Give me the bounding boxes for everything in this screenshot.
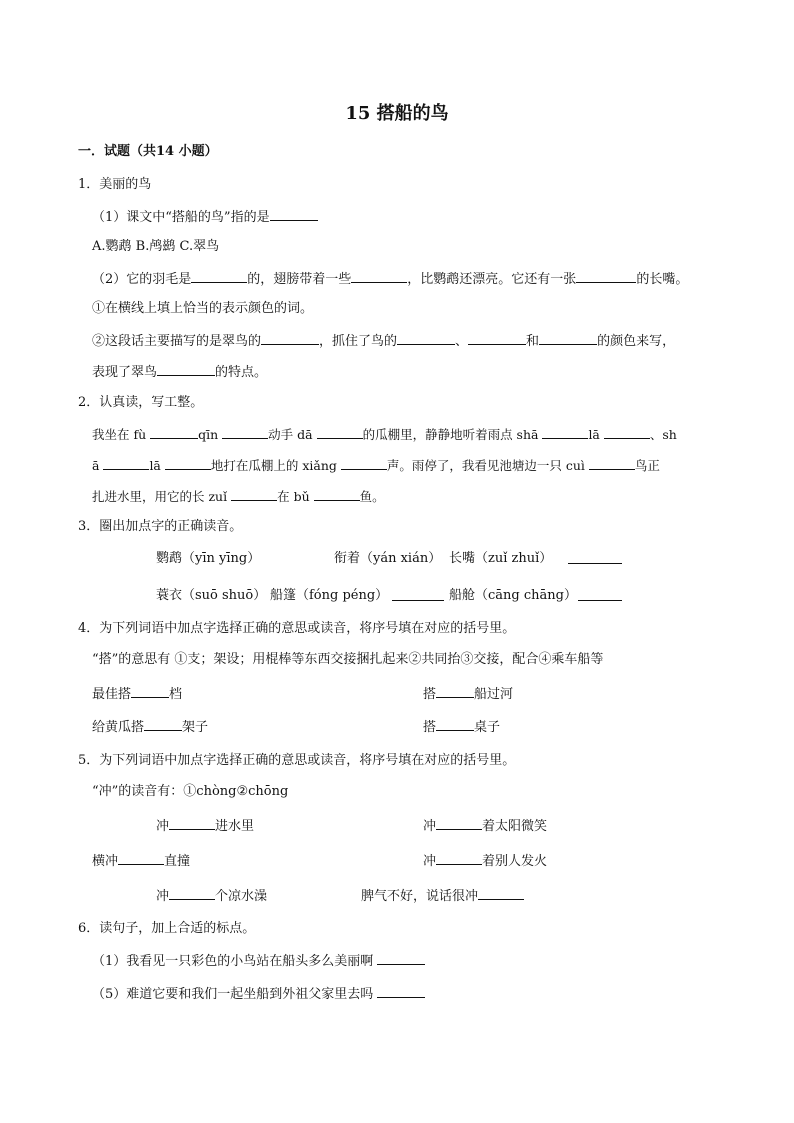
answer-blank[interactable] bbox=[604, 424, 650, 439]
text-segment: 着太阳微笑 bbox=[482, 819, 548, 834]
answer-blank[interactable] bbox=[191, 268, 247, 283]
question-5-heading: 5．为下列词语中加点字选择正确的意思或读音，将序号填在对应的括号里。 bbox=[78, 753, 516, 768]
question-1-instruction-2 bbox=[92, 330, 675, 352]
text-segment: 个凉水澡 bbox=[215, 889, 268, 904]
answer-blank[interactable] bbox=[314, 486, 360, 501]
answer-blank[interactable] bbox=[341, 455, 387, 470]
q6-sentence-1 bbox=[92, 950, 425, 972]
q3-item-suoyi: 蓑衣（suō shuō） bbox=[156, 588, 267, 603]
question-1-options: A.鹦鹉 B.鸬鹚 C.翠鸟 bbox=[92, 239, 220, 254]
text-segment: 冲 bbox=[156, 889, 170, 904]
text-segment: 我坐在 fù bbox=[92, 427, 151, 442]
text-segment: ，比鹦鹉还漂亮。它还有一张 bbox=[407, 272, 577, 287]
text-segment: 鱼。 bbox=[359, 489, 385, 504]
answer-blank[interactable] bbox=[144, 716, 182, 731]
text-segment: ā bbox=[92, 458, 104, 473]
text-segment: 表现了翠鸟 bbox=[92, 365, 158, 380]
q5-item-c bbox=[92, 850, 190, 872]
text-segment: （2）它的羽毛是 bbox=[92, 272, 192, 287]
q5-item-e bbox=[156, 885, 267, 907]
text-segment: 、sh bbox=[649, 427, 677, 442]
answer-blank[interactable] bbox=[568, 549, 622, 564]
question-1-instruction-1: ①在横线上填上恰当的表示颜色的词。 bbox=[92, 301, 314, 316]
answer-blank[interactable] bbox=[578, 586, 622, 601]
q3-answer-blank[interactable] bbox=[568, 549, 622, 571]
answer-blank[interactable] bbox=[270, 206, 318, 221]
text-segment: 档 bbox=[169, 687, 183, 702]
q5-item-d bbox=[423, 850, 547, 872]
answer-blank[interactable] bbox=[351, 268, 407, 283]
text-segment: 地打在瓜棚上的 xiǎng bbox=[210, 458, 341, 473]
answer-blank[interactable] bbox=[436, 683, 474, 698]
question-1-heading: 1．美丽的鸟 bbox=[78, 177, 152, 192]
text-segment: 船过河 bbox=[474, 687, 514, 702]
answer-blank[interactable] bbox=[150, 424, 198, 439]
answer-blank[interactable] bbox=[397, 330, 455, 345]
text-segment: 、 bbox=[455, 334, 469, 349]
q5-sound-line: “冲”的读音有：①chòng②chōng bbox=[92, 784, 289, 799]
answer-blank[interactable] bbox=[377, 950, 425, 965]
answer-blank[interactable] bbox=[103, 455, 149, 470]
question-6-heading: 6．读句子，加上合适的标点。 bbox=[78, 921, 256, 936]
q1-part1-text: （1）课文中“搭船的鸟”指的是 bbox=[92, 210, 270, 225]
text-segment: lā bbox=[149, 458, 165, 473]
text-segment: 横冲 bbox=[92, 854, 119, 869]
answer-blank[interactable] bbox=[478, 885, 524, 900]
answer-blank[interactable] bbox=[539, 330, 597, 345]
text-segment: 桌子 bbox=[474, 720, 501, 735]
text-segment: 架子 bbox=[182, 720, 209, 735]
answer-blank[interactable] bbox=[165, 455, 211, 470]
text-segment: 的特点。 bbox=[215, 365, 268, 380]
answer-blank[interactable] bbox=[131, 683, 169, 698]
q4-meaning-line: “搭”的意思有 ①支；架设；用棍棒等东西交接捆扎起来②共同抬③交接，配合④乘车船等 bbox=[92, 652, 604, 667]
answer-blank[interactable] bbox=[222, 424, 268, 439]
text-segment: 冲 bbox=[423, 819, 437, 834]
q5-item-f bbox=[361, 885, 524, 907]
answer-blank[interactable] bbox=[589, 455, 635, 470]
text-segment: （5）难道它要和我们一起坐船到外祖父家里去吗 bbox=[92, 987, 374, 1002]
q3-answer-blank[interactable] bbox=[392, 586, 444, 608]
question-1-part-2 bbox=[92, 268, 688, 290]
question-2-heading: 2．认真读，写工整。 bbox=[78, 395, 204, 410]
text-segment: 和 bbox=[526, 334, 540, 349]
text-segment: 直撞 bbox=[164, 854, 191, 869]
text-segment: 脾气不好，说话很冲 bbox=[361, 889, 479, 904]
answer-blank[interactable] bbox=[377, 983, 425, 998]
q3-answer-blank[interactable] bbox=[578, 586, 622, 608]
answer-blank[interactable] bbox=[436, 716, 474, 731]
q4-item-c bbox=[92, 716, 208, 738]
question-2-line-2 bbox=[92, 455, 660, 476]
text-segment: 扎进水里，用它的长 zuǐ bbox=[92, 489, 232, 504]
question-1-instruction-3 bbox=[92, 361, 267, 383]
text-segment: lā bbox=[588, 427, 604, 442]
text-segment: 给黄瓜搭 bbox=[92, 720, 145, 735]
text-segment: 的，翅膀带着一些 bbox=[247, 272, 352, 287]
text-segment: ②这段话主要描写的是翠鸟的 bbox=[92, 334, 262, 349]
text-segment: 着别人发火 bbox=[482, 854, 548, 869]
question-2-line-1 bbox=[92, 424, 677, 445]
answer-blank[interactable] bbox=[317, 424, 363, 439]
question-4-heading: 4．为下列词语中加点字选择正确的意思或读音，将序号填在对应的括号里。 bbox=[78, 621, 516, 636]
q3-item-chuanpeng: 船篷（fóng péng） bbox=[270, 588, 389, 603]
text-segment: ，抓住了鸟的 bbox=[319, 334, 398, 349]
answer-blank[interactable] bbox=[576, 268, 636, 283]
q3-item-changzui: 长嘴（zuǐ zhuǐ） bbox=[449, 551, 553, 566]
text-segment: 搭 bbox=[423, 720, 437, 735]
answer-blank[interactable] bbox=[118, 850, 164, 865]
text-segment: 的瓜棚里，静静地听着雨点 shā bbox=[362, 427, 543, 442]
text-segment: 进水里 bbox=[215, 819, 255, 834]
answer-blank[interactable] bbox=[436, 850, 482, 865]
text-segment: 的颜色来写， bbox=[597, 334, 676, 349]
answer-blank[interactable] bbox=[169, 885, 215, 900]
text-segment: （1）我看见一只彩色的小鸟站在船头多么美丽啊 bbox=[92, 954, 374, 969]
text-segment: 冲 bbox=[423, 854, 437, 869]
q3-item-chuancang: 船舱（cāng chāng） bbox=[449, 588, 577, 603]
question-2-line-3 bbox=[92, 486, 385, 507]
text-segment: 鸟正 bbox=[634, 458, 660, 473]
answer-blank[interactable] bbox=[231, 486, 277, 501]
text-segment: qīn bbox=[198, 427, 223, 442]
q3-item-yingwu: 鹦鹉（yīn yīng） bbox=[156, 551, 261, 566]
q4-item-a bbox=[92, 683, 182, 705]
answer-blank[interactable] bbox=[157, 361, 215, 376]
answer-blank[interactable] bbox=[261, 330, 319, 345]
answer-blank[interactable] bbox=[542, 424, 588, 439]
text-segment: 最佳搭 bbox=[92, 687, 132, 702]
q6-sentence-5 bbox=[92, 983, 425, 1005]
text-segment: 搭 bbox=[423, 687, 437, 702]
question-1-part-1 bbox=[92, 206, 318, 228]
text-segment: 在 bǔ bbox=[277, 489, 314, 504]
q5-item-a bbox=[156, 815, 254, 837]
answer-blank[interactable] bbox=[169, 815, 215, 830]
q4-item-b bbox=[423, 683, 513, 705]
text-segment: 声。雨停了，我看见池塘边一只 cuì bbox=[386, 458, 589, 473]
page-title: 15 搭船的鸟 bbox=[345, 103, 449, 124]
answer-blank[interactable] bbox=[468, 330, 526, 345]
q4-item-d bbox=[423, 716, 500, 738]
text-segment: 的长嘴。 bbox=[636, 272, 689, 287]
answer-blank[interactable] bbox=[392, 586, 444, 601]
q3-item-xianzhe: 衔着（yán xián） bbox=[334, 551, 442, 566]
text-segment: 冲 bbox=[156, 819, 170, 834]
text-segment: 动手 dā bbox=[268, 427, 317, 442]
answer-blank[interactable] bbox=[436, 815, 482, 830]
q5-item-b bbox=[423, 815, 547, 837]
question-3-heading: 3．圈出加点字的正确读音。 bbox=[78, 519, 243, 534]
section-heading: 一．试题（共14 小题） bbox=[78, 144, 218, 159]
